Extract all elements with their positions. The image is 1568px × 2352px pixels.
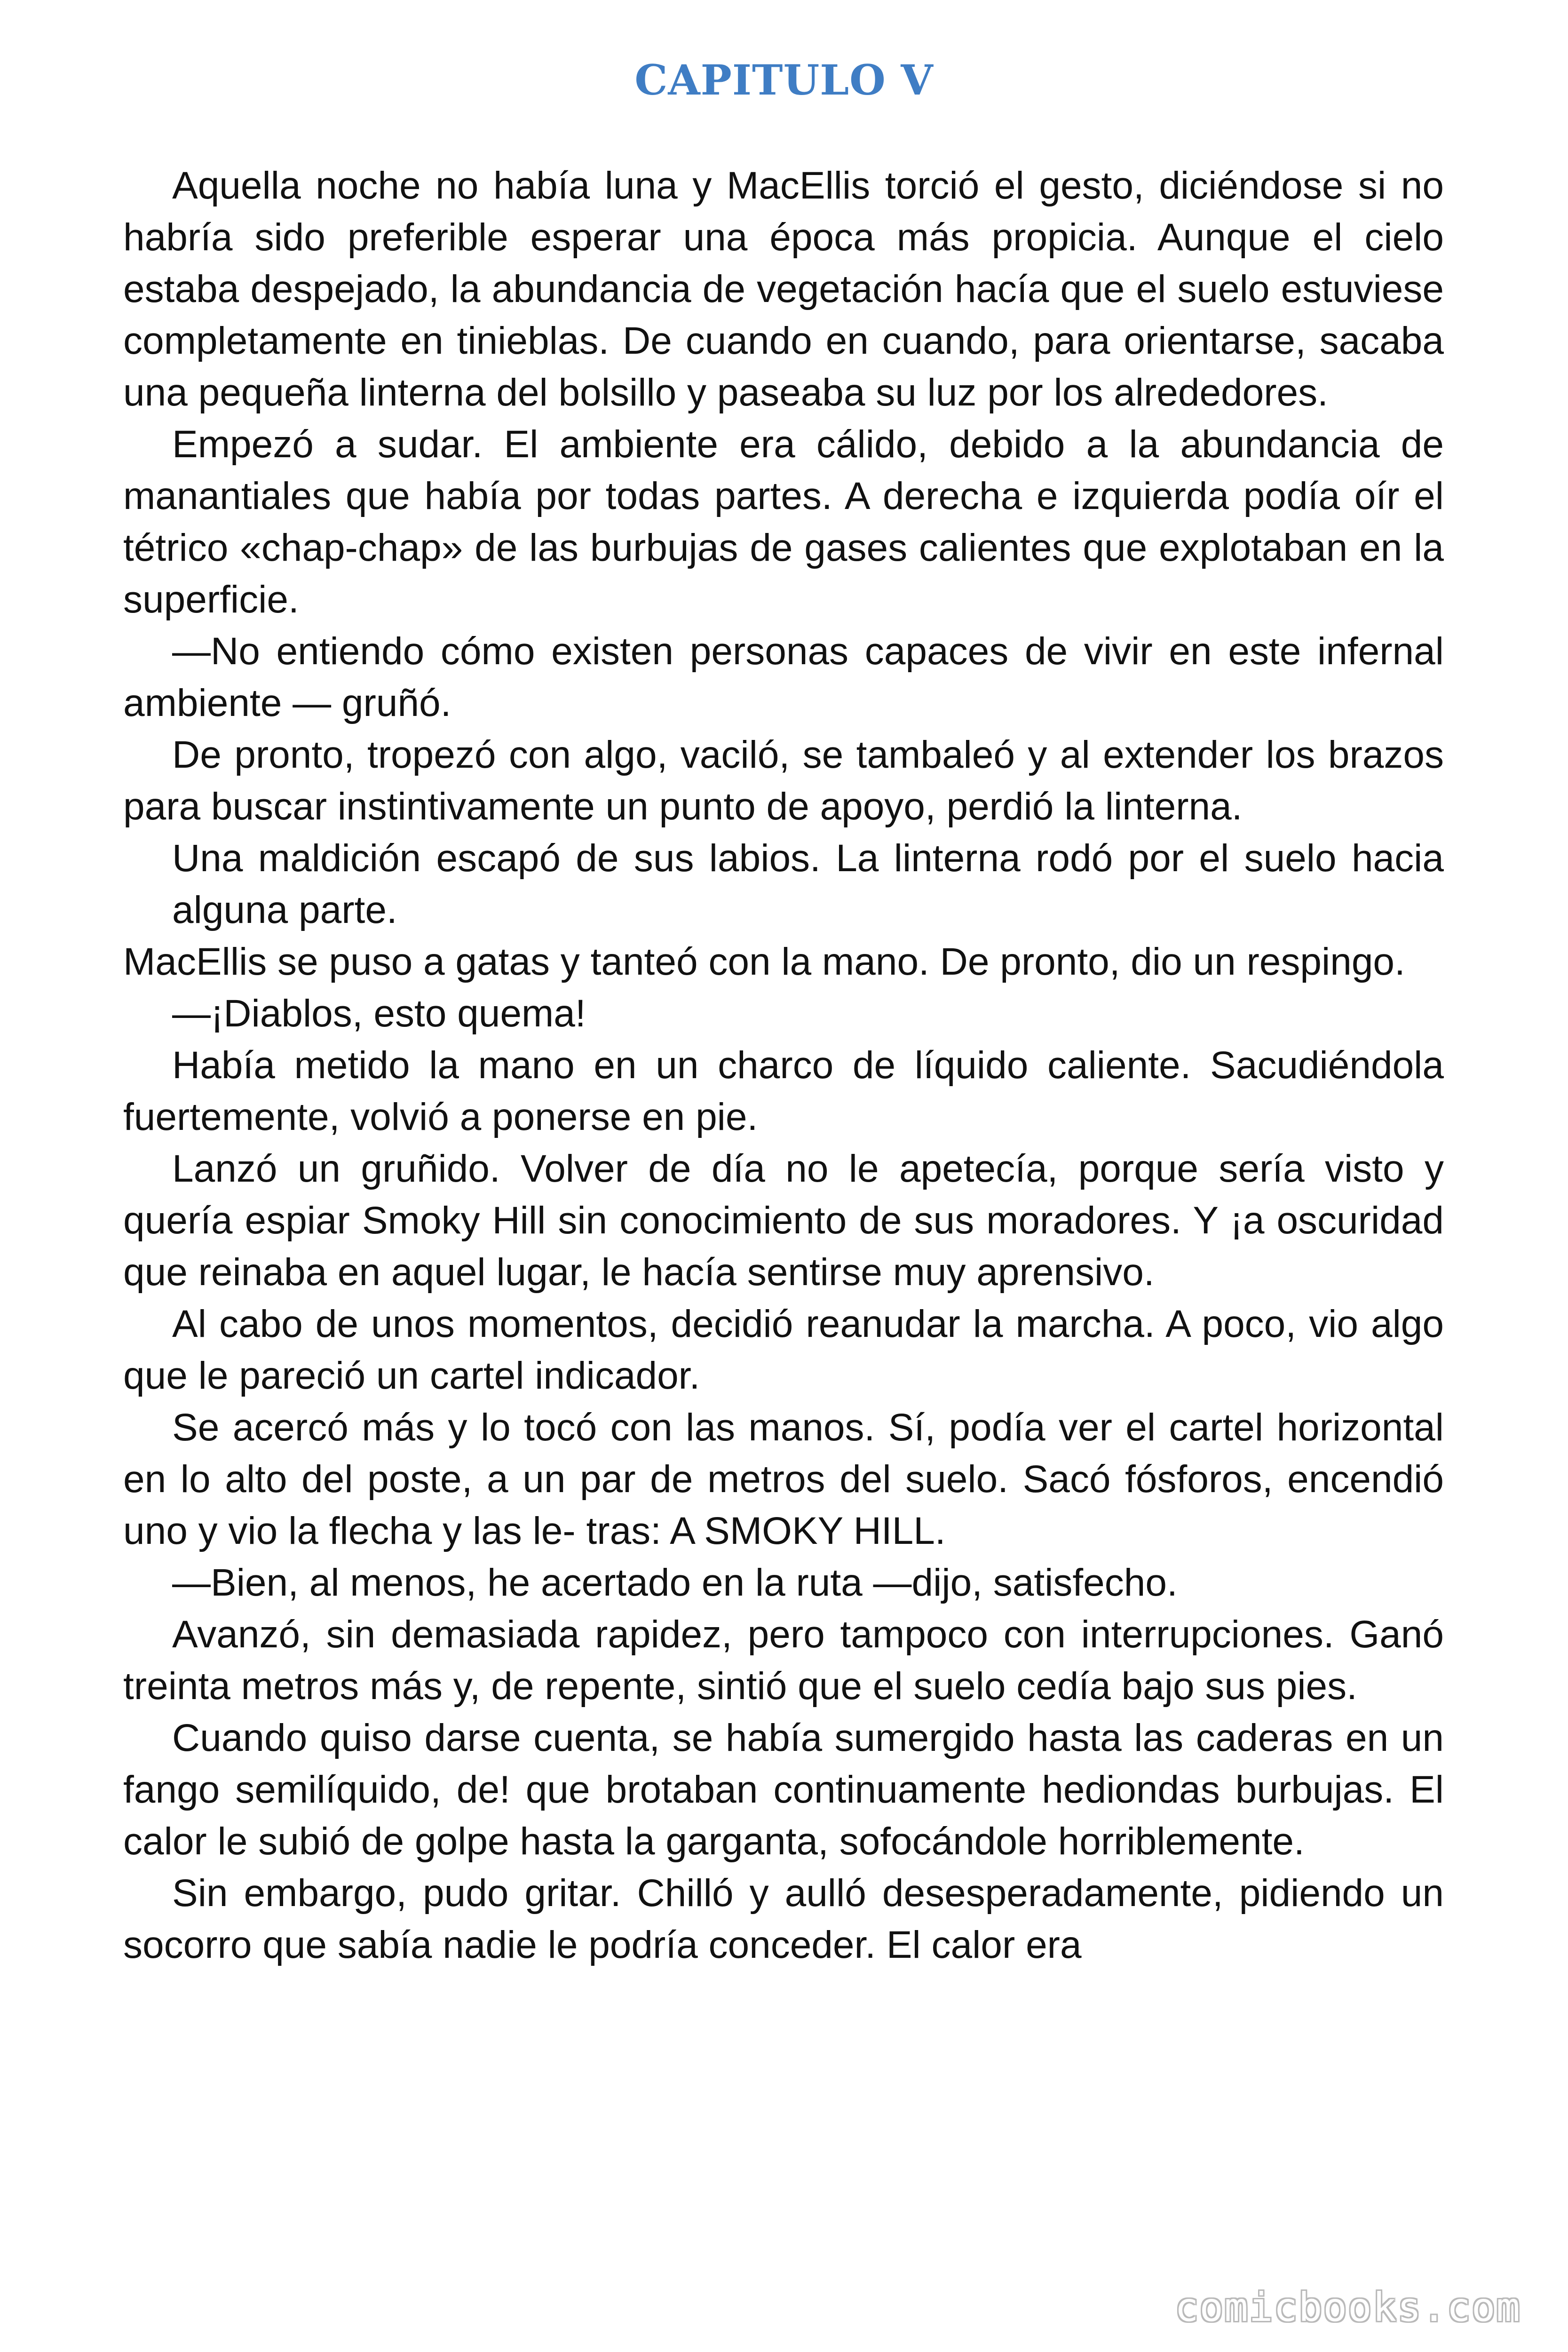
paragraph: Había metido la mano en un charco de líquido caliente. Sacudiéndola fuertemente, volvió a ponerse en pie. xyxy=(123,1044,1444,1138)
chapter-body xyxy=(123,160,1444,1971)
paragraph: De pronto, tropezó con algo, vaciló, se tambaleó y al extender los brazos para buscar instintivamente un punto de apoyo, perdió la linterna. xyxy=(123,733,1444,828)
paragraph: Sin embargo, pudo gritar. Chilló y aulló desesperadamente, pidiendo un socorro que sabía nadie le podría conceder. El calor era xyxy=(123,1872,1444,1966)
paragraph: Una maldición escapó de sus labios. La linterna rodó por el suelo hacia alguna parte. xyxy=(172,837,1444,931)
paragraph: Lanzó un gruñido. Volver de día no le apetecía, porque sería visto y quería espiar Smoky Hill sin conocimiento de sus moradores. Y ¡a oscuridad que reinaba en aquel lugar, le hacía sentirse muy aprensivo. xyxy=(123,1147,1444,1294)
paragraph: Al cabo de unos momentos, decidió reanudar la marcha. A poco, vio algo que le pareció un cartel indicador. xyxy=(123,1303,1444,1397)
paragraph: Avanzó, sin demasiada rapidez, pero tampoco con interrupciones. Ganó treinta metros más y, de repente, sintió que el suelo cedía bajo sus pies. xyxy=(123,1613,1444,1708)
paragraph: MacEllis se puso a gatas y tanteó con la mano. De pronto, dio un respingo. xyxy=(123,940,1405,983)
paragraph: Se acercó más y lo tocó con las manos. Sí, podía ver el cartel horizontal en lo alto del poste, a un par de metros del suelo. Sacó fósforos, encendió uno y vio la flecha y las le- tras: A SMOKY HILL. xyxy=(123,1406,1444,1552)
paragraph: —¡Diablos, esto quema! xyxy=(172,992,586,1035)
paragraph: Aquella noche no había luna y MacEllis torció el gesto, diciéndose si no habría sido preferible esperar una época más propicia. Aunque el cielo estaba despejado, la abundancia de vegetación hacía que el suelo estuviese completamente en tinieblas. De cuando en cuando, para orientarse, sacaba una pequeña linterna del bolsillo y paseaba su luz por los alrededores. xyxy=(123,164,1444,414)
paragraph: Empezó a sudar. El ambiente era cálido, debido a la abundancia de manantiales que había por todas partes. A derecha e izquierda podía oír el tétrico «chap-chap» de las burbujas de gases calientes que explotaban en la superficie. xyxy=(123,423,1444,621)
chapter-title: CAPITULO V xyxy=(634,56,934,104)
paragraph: Cuando quiso darse cuenta, se había sumergido hasta las caderas en un fango semilíquido, de! que brotaban continuamente hediondas burbujas. El calor le subió de golpe hasta la garganta, sofocándole horriblemente. xyxy=(123,1716,1444,1863)
watermark-logo: comicbooks.com xyxy=(1174,2284,1521,2330)
paragraph: —No entiendo cómo existen personas capaces de vivir en este infernal ambiente — gruñó. xyxy=(123,630,1444,724)
paragraph: —Bien, al menos, he acertado en la ruta —dijo, satisfecho. xyxy=(172,1561,1178,1604)
